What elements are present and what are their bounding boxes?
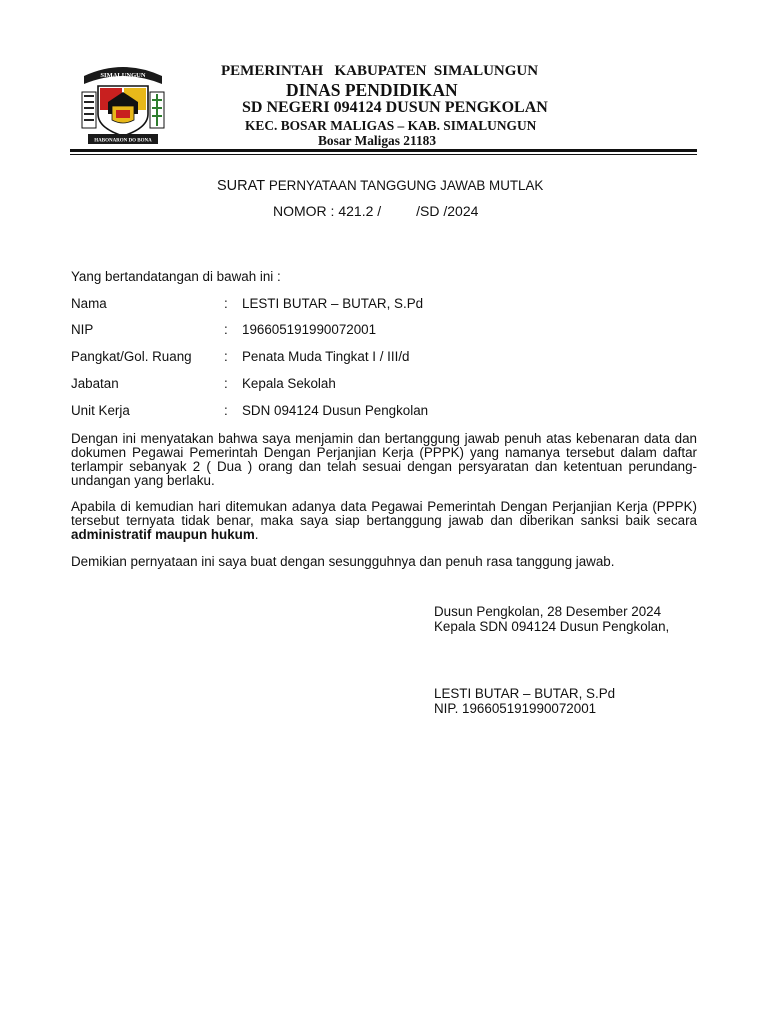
- letterhead-address: KEC. BOSAR MALIGAS – KAB. SIMALUNGUN: [245, 118, 537, 133]
- letterhead-school: SD NEGERI 094124 DUSUN PENGKOLAN: [242, 99, 548, 116]
- field-colon: :: [224, 349, 228, 364]
- letterhead-department: DINAS PENDIDIKAN: [286, 80, 458, 100]
- document-title-rest: PERNYATAAN TANGGUNG JAWAB MUTLAK: [268, 178, 544, 193]
- signature-nip: NIP. 196605191990072001: [434, 701, 597, 716]
- document-number: NOMOR : 421.2 / /SD /2024: [273, 203, 479, 219]
- sanction-paragraph: [71, 500, 697, 542]
- letterhead-divider-thin: [70, 154, 697, 155]
- field-colon: :: [224, 376, 228, 391]
- sanction-text: Apabila di kemudian hari ditemukan adanya data Pegawai Pemerintah Dengan Perjanjian Kerja (PPPK) tersebut ternyata tidak benar, maka saya siap bertanggung jawab dan diberikan sanksi baik secara: [71, 499, 697, 528]
- intro-text: Yang bertandatangan di bawah ini :: [71, 269, 281, 284]
- field-value: 196605191990072001: [242, 322, 377, 337]
- document-title: [217, 178, 543, 194]
- field-value: SDN 094124 Dusun Pengkolan: [242, 403, 429, 418]
- sanction-emphasis: administratif maupun hukum: [71, 527, 255, 542]
- field-value: Penata Muda Tingkat I / III/d: [242, 349, 410, 364]
- letterhead-postal: Bosar Maligas 21183: [318, 133, 437, 148]
- statement-paragraph: Dengan ini menyatakan bahwa saya menjamin dan bertanggung jawab penuh atas kebenaran data dan dokumen Pegawai Pemerintah Dengan Perjanjian Kerja (PPPK) yang namanya tersebut dalam daftar terlampir sebanyak 2 ( Dua ) orang dan telah sesuai dengan persyaratan dan ketentuan perundang-undangan yang berlaku.: [71, 431, 697, 488]
- closing-paragraph: Demikian pernyataan ini saya buat dengan sesungguhnya dan penuh rasa tanggung jawab.: [71, 554, 615, 569]
- field-label: Pangkat/Gol. Ruang: [71, 349, 192, 364]
- logo-top-text: SIMALUNGUN: [100, 72, 146, 79]
- signature-name: LESTI BUTAR – BUTAR, S.Pd: [434, 686, 616, 701]
- field-label: Nama: [71, 296, 107, 311]
- field-colon: :: [224, 296, 228, 311]
- signature-position: Kepala SDN 094124 Dusun Pengkolan,: [434, 619, 670, 634]
- document-title-prefix: SURAT: [217, 178, 266, 194]
- logo-motto-text: HABONARON DO BONA: [94, 138, 152, 144]
- field-label: Unit Kerja: [71, 403, 130, 418]
- letterhead-government: PEMERINTAH KABUPATEN SIMALUNGUN: [221, 63, 539, 79]
- field-colon: :: [224, 322, 228, 337]
- sanction-end: .: [254, 527, 259, 542]
- field-colon: :: [224, 403, 228, 418]
- field-value: LESTI BUTAR – BUTAR, S.Pd: [242, 296, 424, 311]
- letterhead-divider-thick: [70, 149, 697, 152]
- signature-place-date: Dusun Pengkolan, 28 Desember 2024: [434, 604, 662, 619]
- field-label: NIP: [71, 322, 94, 337]
- field-label: Jabatan: [71, 376, 119, 391]
- simalungun-regency-logo: [78, 62, 168, 148]
- field-value: Kepala Sekolah: [242, 376, 336, 391]
